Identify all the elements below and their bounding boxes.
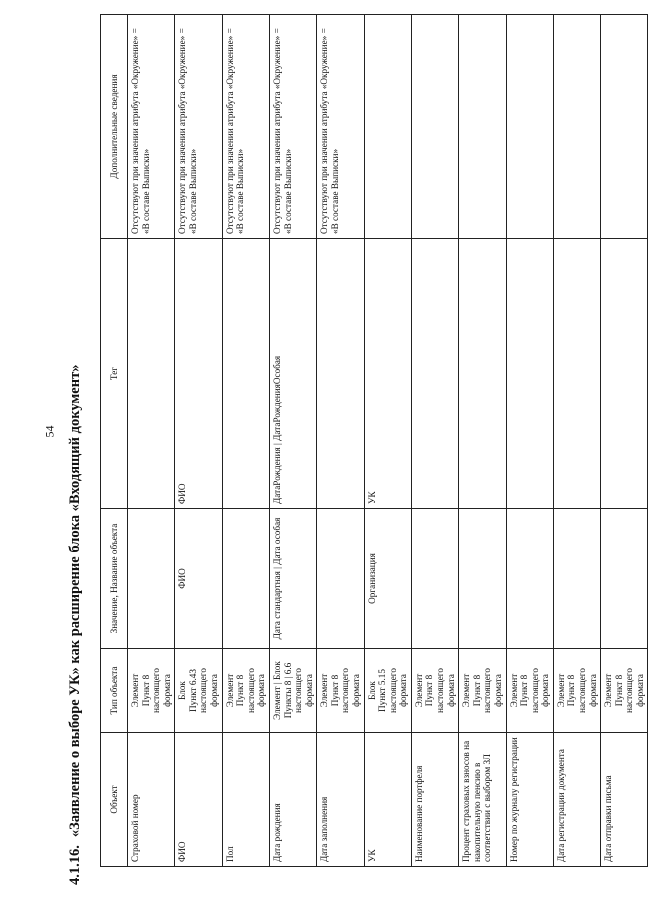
table-row xyxy=(506,15,553,867)
cell-tag xyxy=(222,239,269,509)
cell-object: Дата заполнения xyxy=(317,733,364,867)
cell-info xyxy=(364,15,411,239)
cell-info: Отсутствуют при значении атрибута «Окружение» = «В составе Выписки» xyxy=(317,15,364,239)
cell-info xyxy=(506,15,553,239)
cell-tag xyxy=(459,239,506,509)
cell-type: Элемент Пункт 8 настоящего формата xyxy=(459,649,506,733)
cell-type: Элемент Пункт 8 настоящего формата xyxy=(411,649,458,733)
cell-tag: УК xyxy=(364,239,411,509)
cell-tag xyxy=(128,239,175,509)
rotated-content xyxy=(60,15,645,885)
cell-info xyxy=(459,15,506,239)
cell-value xyxy=(128,509,175,649)
header-tag: Тег xyxy=(101,239,128,509)
table-row xyxy=(269,15,316,867)
cell-object: УК xyxy=(364,733,411,867)
cell-value: ФИО xyxy=(175,509,222,649)
cell-type: Элемент Пункт 8 настоящего формата xyxy=(553,649,600,733)
cell-type: Элемент Пункт 8 настоящего формата xyxy=(222,649,269,733)
cell-type: Элемент Пункт 8 настоящего формата xyxy=(601,649,648,733)
objects-table xyxy=(100,14,648,867)
table-row xyxy=(364,15,411,867)
cell-type: Блок Пункт 6.43 настоящего формата xyxy=(175,649,222,733)
cell-type: Элемент Пункт 8 настоящего формата xyxy=(506,649,553,733)
table-row xyxy=(175,15,222,867)
cell-tag xyxy=(506,239,553,509)
cell-object: ФИО xyxy=(175,733,222,867)
cell-tag: ДатаРождения | ДатаРожденияОсобая xyxy=(269,239,316,509)
table-row xyxy=(459,15,506,867)
cell-type: Блок Пункт 5.15 настоящего формата xyxy=(364,649,411,733)
page-number: 54 xyxy=(42,425,57,438)
table-header-row xyxy=(101,15,128,867)
cell-object: Страховой номер xyxy=(128,733,175,867)
cell-type: Элемент Пункт 8 настоящего формата xyxy=(128,649,175,733)
header-object: Объект xyxy=(101,733,128,867)
table-row xyxy=(411,15,458,867)
cell-info xyxy=(411,15,458,239)
cell-object: Дата регистрации документа xyxy=(553,733,600,867)
cell-object: Дата рождения xyxy=(269,733,316,867)
cell-info: Отсутствуют при значении атрибута «Окружение» = «В составе Выписки» xyxy=(269,15,316,239)
cell-tag xyxy=(317,239,364,509)
table-row xyxy=(222,15,269,867)
cell-value xyxy=(411,509,458,649)
cell-value xyxy=(222,509,269,649)
cell-info xyxy=(553,15,600,239)
section-title: «Заявление о выборе УК» как расширение блока «Входящий документ» xyxy=(67,364,83,838)
cell-object: Пол xyxy=(222,733,269,867)
cell-tag: ФИО xyxy=(175,239,222,509)
cell-info: Отсутствуют при значении атрибута «Окружение» = «В составе Выписки» xyxy=(175,15,222,239)
cell-info xyxy=(601,15,648,239)
section-heading xyxy=(60,15,90,885)
section-number: 4.1.16. xyxy=(67,845,83,885)
cell-info: Отсутствуют при значении атрибута «Окружение» = «В составе Выписки» xyxy=(128,15,175,239)
cell-value: Организация xyxy=(364,509,411,649)
header-value: Значение, Название объекта xyxy=(101,509,128,649)
cell-type: Элемент Пункт 8 настоящего формата xyxy=(317,649,364,733)
table-row xyxy=(601,15,648,867)
cell-tag xyxy=(411,239,458,509)
header-info: Дополнительные сведения xyxy=(101,15,128,239)
header-type: Тип объекта xyxy=(101,649,128,733)
cell-info: Отсутствуют при значении атрибута «Окружение» = «В составе Выписки» xyxy=(222,15,269,239)
cell-value xyxy=(459,509,506,649)
cell-tag xyxy=(601,239,648,509)
cell-type: Элемент | Блок Пункты 8 | 6.6 настоящего формата xyxy=(269,649,316,733)
table-row xyxy=(128,15,175,867)
cell-object: Дата отправки письма xyxy=(601,733,648,867)
cell-tag xyxy=(553,239,600,509)
cell-value: Дата стандартная | Дата особая xyxy=(269,509,316,649)
cell-value xyxy=(506,509,553,649)
cell-value xyxy=(553,509,600,649)
cell-object: Номер по журналу регистрации xyxy=(506,733,553,867)
cell-value xyxy=(317,509,364,649)
cell-object: Процент страховых взносов на накопительную пенсию в соответствии с выбором ЗЛ xyxy=(459,733,506,867)
cell-object: Наименование портфеля xyxy=(411,733,458,867)
cell-value xyxy=(601,509,648,649)
table-row xyxy=(317,15,364,867)
table-row xyxy=(553,15,600,867)
